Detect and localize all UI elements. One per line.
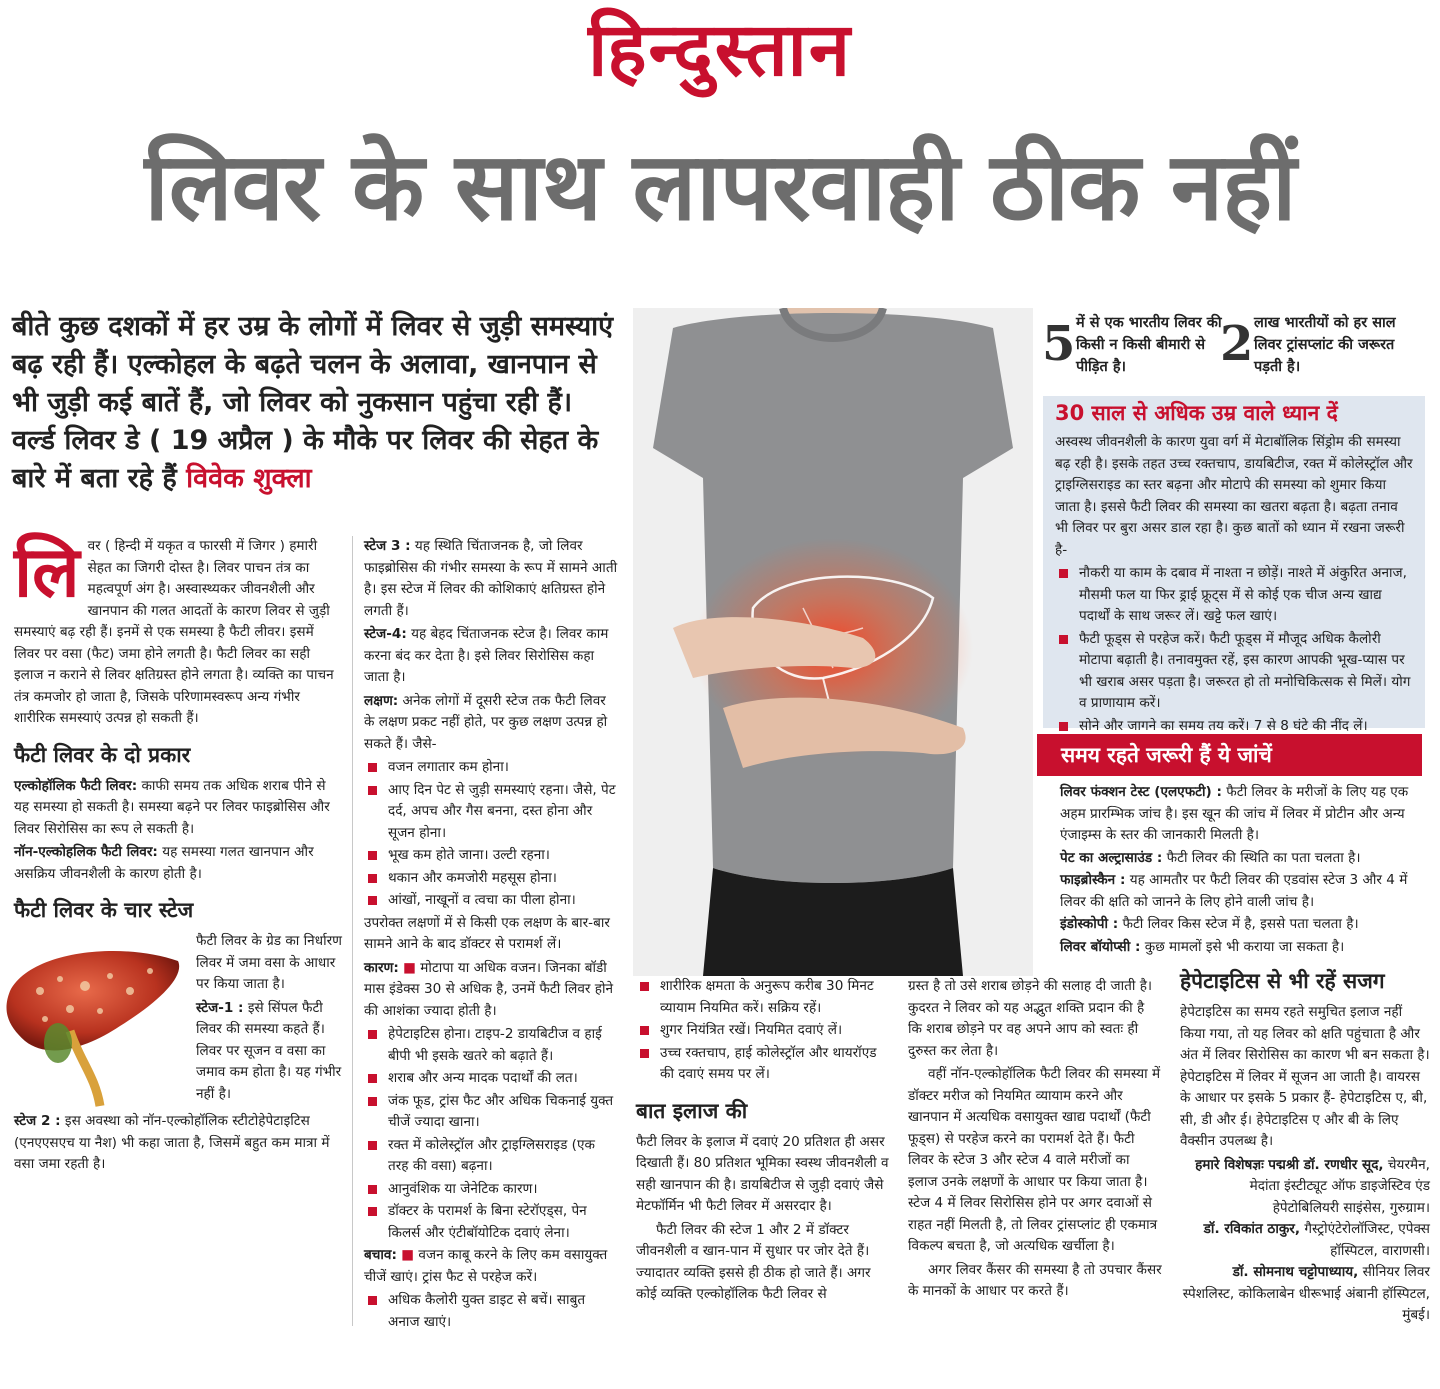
- list-item: इंडोस्कोपी : फैटी लिवर किस स्टेज में है, इससे पता चलता है।: [1060, 916, 1359, 932]
- intro-text: बीते कुछ दशकों में हर उम्र के लोगों में लिवर से जुड़ी समस्याएं बढ़ रही हैं। एल्कोहल के बढ़ते चलन के अलावा, खानपान से भी जुड़ी कई बातें हैं, जो लिवर को नुकसान पहुंचा रही हैं। वर्ल्ड लिवर डे ( 19 अप्रैल ) के मौके पर लिवर की सेहत के बारे में बता रहे हैं: [12, 311, 614, 494]
- list-item: शराब और अन्य मादक पदार्थों की लत।: [364, 1068, 618, 1090]
- column-1: [14, 531, 342, 1178]
- list-item: फैटी फूड्स से परहेज करें। फैटी फूड्स में मौजूद अधिक कैलोरी मोटापा बढ़ाती है। तनावमुक्त रहें, इस कारण आपकी भूख-प्यास पर भी खराब असर पड़ता है। जरूरत हो तो मनोचिकित्सक से मिलें। योग व प्राणायाम करें।: [1055, 629, 1413, 715]
- treatment-p2: फैटी लिवर की स्टेज 1 और 2 में डॉक्टर जीवनशैली व खान-पान में सुधार पर जोर देते हैं। ज्यादातर व्यक्ति इससे ही ठीक हो जाते हैं। अगर कोई व्यक्ति एल्कोहॉलिक फैटी लिवर से: [636, 1221, 871, 1302]
- treatment-p1: फैटी लिवर के इलाज में दवाएं 20 प्रतिशत ही असर दिखाती हैं। 80 प्रतिशत भूमिका स्वस्थ जीवनशैली व सही खानपान की है। डायबिटीज से जुड़ी दवाएं जैसे मेटफॉर्मिन भी फैटी लिवर में असरदार है।: [636, 1133, 889, 1214]
- column-rule: [352, 536, 353, 1326]
- bullet-marker: ■: [401, 1247, 415, 1263]
- prevention-intro: बचाव: ■ वजन काबू करने के लिए कम वसायुक्त चीजें खाएं। ट्रांस फैट से परहेज करें।: [364, 1247, 608, 1285]
- list-item: भूख कम होते जाना। उल्टी रहना।: [364, 845, 618, 867]
- subhead-four-stages: फैटी लिवर के चार स्टेज: [14, 898, 194, 922]
- dropcap: लि: [14, 531, 80, 613]
- stat-1: [1042, 312, 1222, 384]
- stat-text: लाख भारतीयों को हर साल लिवर ट्रांसप्लांट की जरूरत पड़ती है।: [1254, 315, 1396, 375]
- list-item: नौकरी या काम के दबाव में नाश्ता न छोड़ें। नाश्ते में अंकुरित अनाज, मौसमी फल या फिर ड्राई फ्रूट्स में से कोई एक चीज अन्य खाद्य पदार्थों के साथ जरूर लें। खट्टे फल खाएं।: [1055, 563, 1413, 628]
- tips-list: [1055, 563, 1413, 737]
- list-item: फाइब्रोस्कैन : यह आमतौर पर फैटी लिवर की एडवांस स्टेज 3 और 4 में लिवर की क्षति को जानने के लिए होने वाली जांच है।: [1060, 872, 1408, 910]
- masthead-logo: हिन्दुस्तान: [588, 7, 852, 93]
- column-4: [908, 976, 1162, 1305]
- column-5: [1180, 966, 1430, 1327]
- intro-paragraph: [12, 308, 624, 498]
- list-item: वजन लगातार कम होना।: [364, 757, 618, 779]
- stat-number: 5: [1042, 316, 1076, 372]
- stage-3: स्टेज 3 : यह स्थिति चिंताजनक है, जो लिवर फाइब्रोसिस की गंभीर समस्या के रूप में सामने आती है। इस स्टेज में लिवर की कोशिकाएं क्षतिग्रस्त होने लगती हैं।: [364, 538, 618, 619]
- bullet-marker: ■: [403, 959, 416, 976]
- stat-text: में से एक भारतीय लिवर की किसी न किसी बीमारी से पीड़ित है।: [1076, 315, 1222, 375]
- list-item: लिवर बॉयोप्सी : कुछ मामलों इसे भी कराया जा सकता है।: [1060, 938, 1345, 955]
- symptoms-intro: लक्षण: अनेक लोगों में दूसरी स्टेज तक फैटी लिवर के लक्षण प्रकट नहीं होते, पर कुछ लक्षण उत्पन्न हो सकते हैं। जैसे-: [364, 692, 608, 752]
- tests-section-title: समय रहते जरूरी हैं ये जांचें: [1037, 734, 1422, 776]
- tests-list: [1060, 782, 1422, 959]
- expert-2: डॉ. रविकांत ठाकुर, गैस्ट्रोएंटेरोलॉजिस्ट, एपेक्स हॉस्पिटल, वाराणसी।: [1203, 1221, 1430, 1259]
- column-3: [636, 976, 890, 1308]
- treatment-p3: ग्रस्त है तो उसे शराब छोड़ने की सलाह दी जाती है। कुदरत ने लिवर को यह अद्भुत शक्ति प्रदान की है कि शराब छोड़ने पर वह अपने आप को स्वतः ही दुरुस्त कर लेता है।: [908, 978, 1153, 1059]
- symptoms-after: उपरोक्त लक्षणों में से किसी एक लक्षण के बार-बार सामने आने के बाद डॉक्टर से परामर्श लें।: [364, 914, 610, 952]
- list-item: रक्त में कोलेस्ट्रॉल और ट्राइग्लिसराइड (एक तरह की वसा) बढ़ना।: [364, 1135, 618, 1178]
- prevention-list: [364, 1290, 618, 1333]
- stage-4: स्टेज-4: यह बेहद चिंताजनक स्टेज है। लिवर काम करना बंद कर देता है। इसे लिवर सिरोसिस कहा जाता है।: [364, 626, 609, 685]
- expert-1: हमारे विशेषज्ञः पद्मश्री डॉ. रणधीर सूद, चेयरमैन, मेदांता इंस्टीट्यूट ऑफ डाइजेस्टिव एंड हेपेटोबिलियरी साइंसेस, गुरुग्राम।: [1195, 1156, 1430, 1216]
- experts-credits: [1180, 1155, 1430, 1327]
- type-non-alcoholic: नॉन-एल्कोहलिक फैटी लिवर: यह समस्या गलत खानपान और असक्रिय जीवनशैली के कारण होती है।: [14, 844, 314, 882]
- list-item: सोने और जागने का समय तय करें। 7 से 8 घंटे की नींद लें।: [1055, 716, 1413, 738]
- list-item: हेपेटाइटिस होना। टाइप-2 डायबिटीज व हाई बीपी भी इसके खतरे को बढ़ाते हैं।: [364, 1024, 618, 1067]
- stat-2: [1220, 312, 1425, 384]
- expert-3: डॉ. सोमनाथ चट्टोपाध्याय, सीनियर लिवर स्पेशलिस्ट, कोकिलाबेन धीरूभाई अंबानी हॉस्पिटल, मुंबई।: [1182, 1264, 1430, 1323]
- list-item: डॉक्टर के परामर्श के बिना स्टेरॉएड्स, पेन किलर्स और एंटीबॉयोटिक दवाएं लेना।: [364, 1201, 618, 1244]
- col1-intro: लि वर ( हिन्दी में यकृत व फारसी में जिगर ) हमारी सेहत का जिगरी दोस्त है। लिवर पाचन तंत्र का महत्वपूर्ण अंग है। अस्वास्थ्यकर जीवनशैली और खानपान की गलत आदतों के कारण लिवर से जुड़ी समस्याएं बढ़ रही हैं। इनमें से एक समस्या है फैटी लीवर। इसमें लिवर पर वसा (फैट) जमा होने लगती है। फैटी लिवर का सही इलाज न कराने से लिवर क्षतिग्रस्त होने लगता है। व्यक्ति का पाचन तंत्र कमजोर हो जाता है, जिसके परिणामस्वरूप अन्य गंभीर शारीरिक समस्याएं उत्पन्न हो सकती हैं।: [14, 531, 334, 726]
- stage-1: स्टेज-1 : इसे सिंपल फैटी लिवर की समस्या कहते हैं। लिवर पर सूजन व वसा का जमाव कम होता है। यह गंभीर नहीं है।: [196, 999, 342, 1102]
- liver-illustration: [0, 931, 190, 1111]
- subhead-two-types: फैटी लिवर के दो प्रकार: [14, 742, 191, 767]
- treatment-p4: वहीं नॉन-एल्कोहॉलिक फैटी लिवर की समस्या में डॉक्टर मरीज को नियमित व्यायाम करने और खानपान में अत्यधिक वसायुक्त खाद्य पदार्थों (फैटी फूड्स) से परहेज करने का परामर्श देते हैं। फैटी लिवर के स्टेज 3 और स्टेज 4 वाले मरीजों का इलाज उनके लक्षणों के आधार पर किया जाता है। स्टेज 4 में लिवर सिरोसिस होने पर अगर दवाओं से राहत नहीं मिलती है, तो लिवर ट्रांसप्लांट ही एकमात्र विकल्प बचता है, जो अत्यधिक खर्चीला है।: [908, 1066, 1161, 1254]
- list-item: उच्च रक्तचाप, हाई कोलेस्ट्रॉल और थायरॉएड की दवाएं समय पर लें।: [636, 1043, 890, 1086]
- list-item: लिवर फंक्शन टेस्ट (एलएफटी) : फैटी लिवर के मरीजों के लिए यह एक अहम प्रारम्भिक जांच है। इस खून की जांच में लिवर में प्रोटीन और अन्य एंजाइम्स के स्तर की जानकारी मिलती है।: [1060, 784, 1409, 843]
- list-item: थकान और कमजोरी महसूस होना।: [364, 868, 618, 890]
- stage-2: स्टेज 2 : इस अवस्था को नॉन-एल्कोहॉलिक स्टीटोहेपेटाइटिस (एनएएसएच या नैश) भी कहा जाता है, जिसमें बहुत कम मात्रा में वसा जमा रहती है।: [14, 1113, 330, 1172]
- list-item: अधिक कैलोरी युक्त डाइट से बचें। साबुत अनाज खाएं।: [364, 1290, 618, 1333]
- tips-box-30-plus: [1043, 396, 1425, 734]
- stages-intro: फैटी लिवर के ग्रेड का निर्धारण लिवर में जमा वसा के आधार पर किया जाता है।: [196, 933, 342, 992]
- author-byline: विवेक शुक्ला: [186, 463, 312, 494]
- column-2: [364, 536, 618, 1334]
- list-item: पेट का अल्ट्रासाउंड : फैटी लिवर की स्थिति का पता चलता है।: [1060, 849, 1361, 866]
- lifestyle-list: [636, 976, 890, 1086]
- hero-photo: [633, 308, 1033, 976]
- tips-box-title: 30 साल से अधिक उम्र वाले ध्यान दें: [1055, 401, 1338, 425]
- list-item: आए दिन पेट से जुड़ी समस्याएं रहना। जैसे, पेट दर्द, अपच और गैस बनना, दस्त होना और सूजन होना।: [364, 780, 618, 845]
- subhead-treatment: बात इलाज की: [636, 1098, 748, 1123]
- causes-list: [364, 1024, 618, 1244]
- stat-number: 2: [1220, 316, 1254, 372]
- type-alcoholic: एल्कोहॉलिक फैटी लिवर: काफी समय तक अधिक शराब पीने से यह समस्या हो सकती है। समस्या बढ़ने पर लिवर फाइब्रोसिस और लिवर सिरोसिस का रूप ले सकती है।: [14, 777, 330, 837]
- subhead-hepatitis: हेपेटाइटिस से भी रहें सजग: [1180, 969, 1385, 993]
- list-item: आनुवंशिक या जेनेटिक कारण।: [364, 1179, 618, 1201]
- list-item: जंक फूड, ट्रांस फैट और अधिक चिकनाई युक्त चीजें ज्यादा खाना।: [364, 1091, 618, 1134]
- list-item: शुगर नियंत्रित रखें। नियमित दवाएं लें।: [636, 1020, 890, 1042]
- list-item: शारीरिक क्षमता के अनुरूप करीब 30 मिनट व्यायाम नियमित करें। सक्रिय रहें।: [636, 976, 890, 1019]
- causes-intro: कारण: ■ मोटापा या अधिक वजन। जिनका बॉडी मास इंडेक्स 30 से अधिक है, उनमें फैटी लिवर होने की आशंका ज्यादा होती है।: [364, 959, 614, 1019]
- tips-box-intro: अस्वस्थ जीवनशैली के कारण युवा वर्ग में मेटाबॉलिक सिंड्रोम की समस्या बढ़ रही है। इसके तहत उच्च रक्तचाप, डायबिटीज, रक्त में कोलेस्ट्रॉल और ट्राइग्लिसराइड का स्तर बढ़ना और मोटापे की समस्या को शुमार किया जाता है। इससे फैटी लिवर की समस्या का खतरा बढ़ता है। बढ़ता तनाव भी लिवर पर बुरा असर डाल रहा है। कुछ बातों को ध्यान में रखना जरूरी है-: [1055, 434, 1413, 558]
- page-headline: लिवर के साथ लापरवाही ठीक नहीं: [144, 133, 1296, 242]
- treatment-p5: अगर लिवर कैंसर की समस्या है तो उपचार कैंसर के मानकों के आधार पर करते हैं।: [908, 1261, 1162, 1299]
- hepatitis-text: हेपेटाइटिस का समय रहते समुचित इलाज नहीं किया गया, तो यह लिवर को क्षति पहुंचाता है और अंत में लिवर सिरोसिस का कारण भी बन सकता है। हेपेटाइटिस में लिवर में सूजन आ जाती है। वायरस के आधार पर इसके 5 प्रकार हैं- हेपेटाइटिस ए, बी, सी, डी और ई। हेपेटाइटिस ए और बी के लिए वैक्सीन उपलब्ध है।: [1180, 1004, 1430, 1149]
- list-item: आंखों, नाखूनों व त्वचा का पीला होना।: [364, 890, 618, 912]
- symptoms-list: [364, 757, 618, 912]
